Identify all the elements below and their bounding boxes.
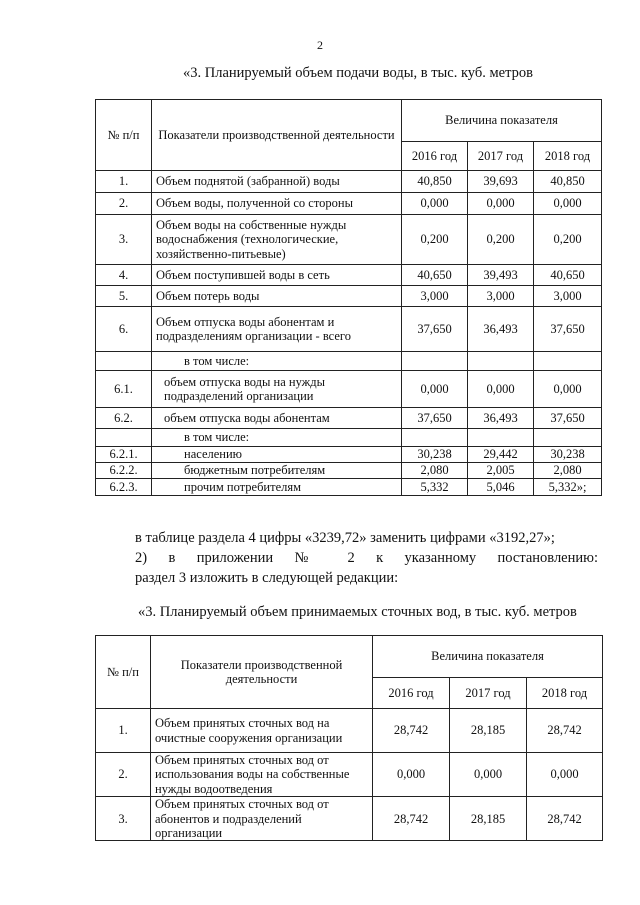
header-indicator: Показатели производственной деятельности: [152, 100, 402, 171]
table-row: [96, 265, 602, 286]
value-2018: 2,080: [534, 463, 602, 479]
amendment-line-1: в таблице раздела 4 цифры «3239,72» заменить цифрами «3192,27»;: [135, 530, 555, 546]
value-2016: 40,650: [402, 265, 468, 286]
value-2017: 5,046: [468, 479, 534, 496]
row-label: в том числе:: [152, 429, 402, 447]
table-row: [96, 479, 602, 496]
wastewater-table: [95, 635, 603, 841]
table2-caption: «3. Планируемый объем принимаемых сточных вод, в тыс. куб. метров: [138, 604, 577, 620]
table-row: [96, 193, 602, 215]
value-2016: [402, 352, 468, 371]
row-num: 2.: [96, 193, 152, 215]
row-num: 6.2.2.: [96, 463, 152, 479]
table1-caption: «3. Планируемый объем подачи воды, в тыс. куб. метров: [183, 65, 533, 81]
header-year-2017: 2017 год: [468, 142, 534, 171]
amendment-line-2: 2) в приложении № 2 к указанному постановлению:: [135, 550, 598, 566]
table-row: [96, 171, 602, 193]
row-label: Объем поступившей воды в сеть: [152, 265, 402, 286]
value-2017: 39,693: [468, 171, 534, 193]
header-num: № п/п: [96, 636, 151, 709]
row-num: 3.: [96, 215, 152, 265]
header-year-2018: 2018 год: [534, 142, 602, 171]
value-2018: 37,650: [534, 408, 602, 429]
value-2016: 0,200: [402, 215, 468, 265]
value-2018: 0,200: [534, 215, 602, 265]
value-2017: [468, 352, 534, 371]
row-num: 6.2.3.: [96, 479, 152, 496]
value-2018: 28,742: [527, 709, 603, 753]
row-label: объем отпуска воды на нужды подразделений организации: [152, 371, 402, 408]
row-label: Объем воды, полученной со стороны: [152, 193, 402, 215]
value-2018: [534, 352, 602, 371]
row-num: [96, 352, 152, 371]
row-num: 3.: [96, 797, 151, 841]
row-label: в том числе:: [152, 352, 402, 371]
header-year-2016: 2016 год: [402, 142, 468, 171]
header-value: Величина показателя: [373, 636, 603, 678]
table-row: [96, 408, 602, 429]
value-2017: [468, 429, 534, 447]
value-2016: 3,000: [402, 286, 468, 307]
row-label: Объем принятых сточных вод от абонентов и подразделений организации: [151, 797, 373, 841]
header-num: № п/п: [96, 100, 152, 171]
value-2018: 0,000: [534, 193, 602, 215]
value-2016: 40,850: [402, 171, 468, 193]
value-2018: 37,650: [534, 307, 602, 352]
value-2016: 30,238: [402, 447, 468, 463]
value-2017: 3,000: [468, 286, 534, 307]
value-2017: 36,493: [468, 408, 534, 429]
row-label: объем отпуска воды абонентам: [152, 408, 402, 429]
row-label: Объем поднятой (забранной) воды: [152, 171, 402, 193]
value-2016: 5,332: [402, 479, 468, 496]
value-2018: 40,650: [534, 265, 602, 286]
row-num: 6.2.1.: [96, 447, 152, 463]
value-2018: 5,332»;: [534, 479, 602, 496]
value-2016: 0,000: [402, 193, 468, 215]
water-supply-table: [95, 99, 602, 496]
row-label: Объем воды на собственные нужды водоснабжения (технологические, хозяйственно-питьевые): [152, 215, 402, 265]
page-number: 2: [317, 38, 323, 52]
table-row: [96, 753, 603, 797]
value-2018: 30,238: [534, 447, 602, 463]
row-label: Объем потерь воды: [152, 286, 402, 307]
row-num: 1.: [96, 709, 151, 753]
row-label: прочим потребителям: [152, 479, 402, 496]
value-2018: 0,000: [527, 753, 603, 797]
row-num: [96, 429, 152, 447]
value-2016: 37,650: [402, 307, 468, 352]
amendment-text: [135, 528, 598, 588]
value-2016: 2,080: [402, 463, 468, 479]
table-row: [96, 709, 603, 753]
table-row: [96, 797, 603, 841]
value-2017: 29,442: [468, 447, 534, 463]
header-indicator: Показатели производственной деятельности: [151, 636, 373, 709]
row-num: 2.: [96, 753, 151, 797]
value-2017: 0,200: [468, 215, 534, 265]
value-2016: 0,000: [402, 371, 468, 408]
value-2017: 28,185: [450, 709, 527, 753]
value-2017: 0,000: [468, 371, 534, 408]
table-row: [96, 307, 602, 352]
value-2017: 39,493: [468, 265, 534, 286]
value-2017: 2,005: [468, 463, 534, 479]
value-2018: 3,000: [534, 286, 602, 307]
table-row: [96, 447, 602, 463]
header-value: Величина показателя: [402, 100, 602, 142]
value-2018: [534, 429, 602, 447]
row-label: Объем принятых сточных вод на очистные сооружения организации: [151, 709, 373, 753]
header-year-2017: 2017 год: [450, 678, 527, 709]
table-row: [96, 371, 602, 408]
row-label: бюджетным потребителям: [152, 463, 402, 479]
value-2016: 28,742: [373, 709, 450, 753]
value-2016: 37,650: [402, 408, 468, 429]
row-num: 6.1.: [96, 371, 152, 408]
row-num: 5.: [96, 286, 152, 307]
row-label: Объем отпуска воды абонентам и подразделениям организации - всего: [152, 307, 402, 352]
value-2017: 0,000: [468, 193, 534, 215]
row-num: 4.: [96, 265, 152, 286]
value-2017: 36,493: [468, 307, 534, 352]
row-num: 1.: [96, 171, 152, 193]
amendment-line-3: раздел 3 изложить в следующей редакции:: [135, 570, 399, 586]
header-year-2016: 2016 год: [373, 678, 450, 709]
value-2016: 28,742: [373, 797, 450, 841]
value-2018: 40,850: [534, 171, 602, 193]
table-row: [96, 286, 602, 307]
row-num: 6.2.: [96, 408, 152, 429]
value-2016: [402, 429, 468, 447]
table-row: [96, 463, 602, 479]
table-row: [96, 429, 602, 447]
row-label: Объем принятых сточных вод от использования воды на собственные нужды водоотведения: [151, 753, 373, 797]
value-2018: 0,000: [534, 371, 602, 408]
value-2018: 28,742: [527, 797, 603, 841]
table-row: [96, 215, 602, 265]
row-label: населению: [152, 447, 402, 463]
table-row: [96, 352, 602, 371]
row-num: 6.: [96, 307, 152, 352]
value-2017: 0,000: [450, 753, 527, 797]
value-2016: 0,000: [373, 753, 450, 797]
header-year-2018: 2018 год: [527, 678, 603, 709]
value-2017: 28,185: [450, 797, 527, 841]
